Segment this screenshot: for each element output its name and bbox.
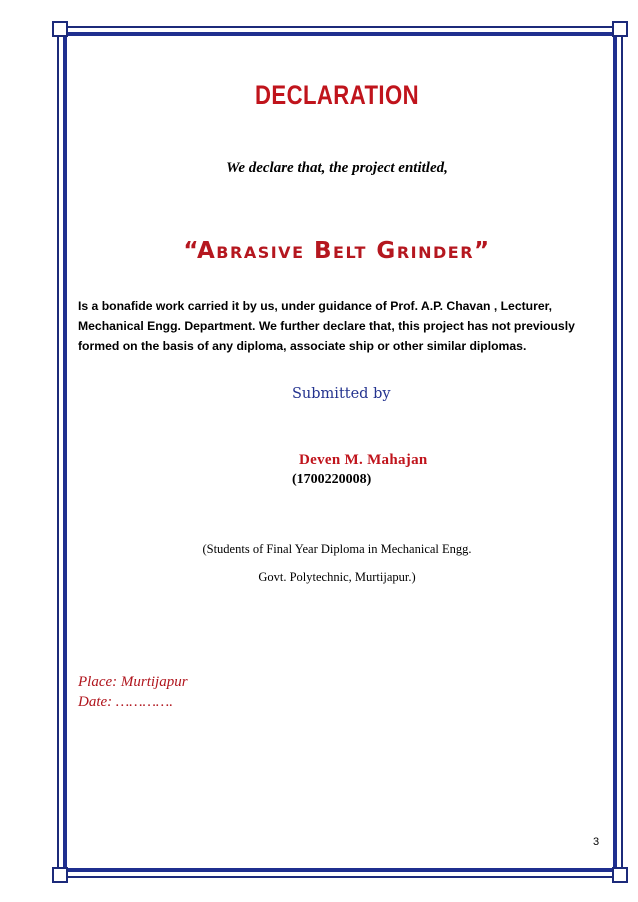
declaration-body	[78, 296, 598, 356]
date-field: Date: ………….	[78, 694, 174, 710]
border-corner-top-left	[52, 21, 68, 37]
project-title: “Abrasive Belt Grinder”	[183, 238, 491, 264]
page-number: 3	[593, 836, 600, 848]
college-line: Govt. Polytechnic, Murtijapur.)	[258, 570, 416, 584]
border-corner-top-right	[612, 21, 628, 37]
student-roll-number: (1700220008)	[292, 472, 372, 487]
students-line: (Students of Final Year Diploma in Mechanical Engg.	[202, 542, 472, 556]
body-line: Mechanical Engg. Department. We further declare that, this project has not previously	[78, 319, 575, 333]
page-title: DECLARATION	[255, 80, 419, 110]
intro-text: We declare that, the project entitled,	[226, 160, 448, 176]
border-corner-bottom-right	[612, 867, 628, 883]
border-corner-bottom-left	[52, 867, 68, 883]
submitted-by-label: Submitted by	[292, 386, 391, 402]
student-name: Deven M. Mahajan	[299, 452, 428, 468]
body-line: formed on the basis of any diploma, associate ship or other similar diplomas.	[78, 339, 527, 353]
body-line: Is a bonafide work carried it by us, under guidance of Prof. A.P. Chavan , Lecturer,	[78, 299, 553, 313]
place-field: Place: Murtijapur	[78, 674, 188, 690]
